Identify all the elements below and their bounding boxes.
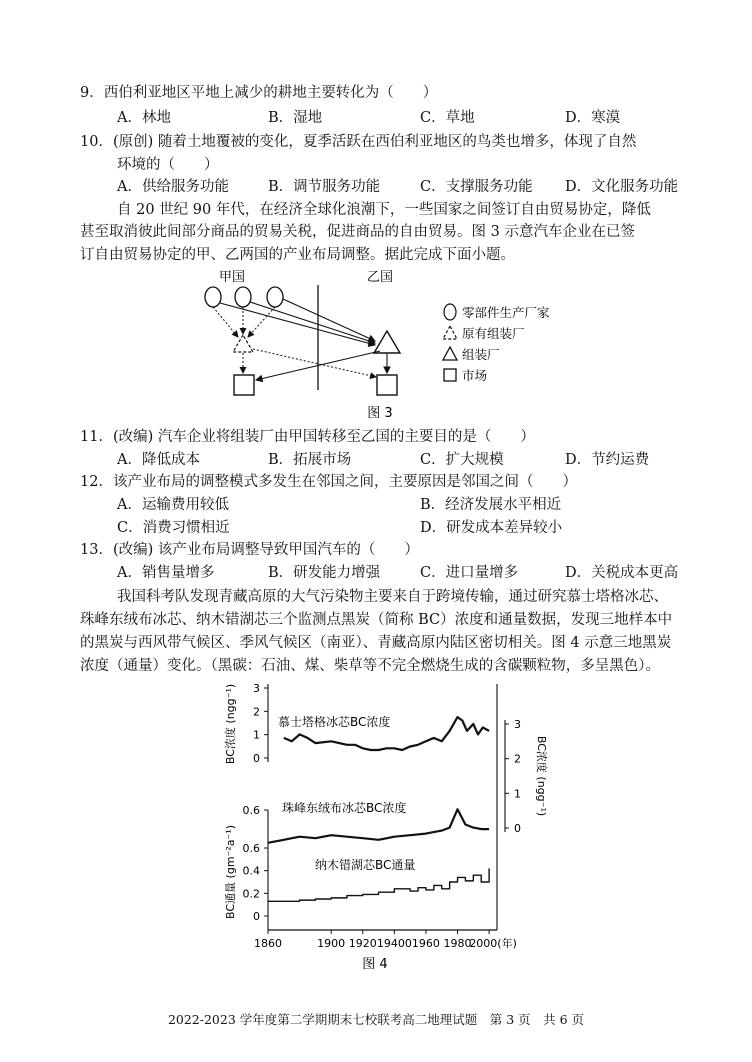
q10-option-b: B．调节服务功能 [268,179,381,195]
x-tick-label-5: 1980 [443,937,472,950]
left-bottom-axis-tick-label-3: 0.6 [242,842,260,855]
figure-4-chart [210,676,550,976]
x-tick-label-1: 1900 [317,937,346,950]
figure-3-diagram [190,265,570,425]
q13-option-b: B．研发能力增强 [268,565,381,581]
q11-option-c: C．扩大规模 [420,452,504,468]
x-tick-label-2: 1920 [348,937,377,950]
q11-option-b: B．拓展市场 [268,452,352,468]
passage2-line3: 的黑炭与西风带气候区、季风气候区（南亚）、青藏高原内陆区密切相关。图 4 示意三地黑炭 [80,635,672,651]
q12-option-c: C．消费习惯相近 [117,520,230,536]
left-mid-axis-tick-label: 0.6 [242,804,260,817]
q13-option-d: D．关税成本更高 [565,565,679,581]
legend-original-assembly-label: 原有组装厂 [462,326,525,341]
q12-option-d: D．研发成本差异较小 [420,520,563,536]
series-label-muztagh: 慕士塔格冰芯BC浓度 [278,715,391,729]
left-top-axis-tick-label-2: 2 [253,705,260,719]
left-bottom-axis-tick-label-1: 0.2 [242,887,260,901]
legend-parts-icon [444,304,456,320]
left-bottom-axis-tick-label-0: 0 [253,910,260,923]
q9-option-c: C．草地 [420,110,475,126]
passage2-line1: 我国科考队发现青藏高原的大气污染物主要来自于跨境传输，通过研究慕士塔格冰芯、 [117,589,668,605]
legend-assembly-icon [443,347,457,360]
q13-option-a: A．销售量增多 [117,565,215,581]
ylabel-right: BC浓度 (ngg⁻¹) [535,735,548,817]
left-bottom-axis-tick-label-2: 0.4 [242,864,260,878]
q11-option-d: D．节约运费 [565,452,650,468]
right-axis-tick-label-0: 0 [514,822,521,835]
q9-option-b: B．湿地 [268,110,323,126]
legend-market-label: 市场 [462,368,488,383]
series-line-2 [268,868,489,901]
left-top-axis-tick-label-3: 3 [253,682,260,695]
market-a [234,375,254,395]
q10-option-c: C．支撑服务功能 [420,179,533,195]
passage1-line3: 订自由贸易协定的甲、乙两国的产业布局调整。据此完成下面小题。 [80,247,515,263]
q13-option-c: C．进口量增多 [420,565,519,581]
parts-factory-3 [267,287,283,307]
q13-stem: 13．(改编) 该产业布局调整导致甲国汽车的（ ） [80,542,419,558]
parts-factory-1 [205,287,221,307]
q12-option-b: B．经济发展水平相近 [420,497,562,513]
q10-stem-line2: 环境的（ ） [117,157,219,173]
passage2-line4: 浓度（通量）变化。（黑碳：石油、煤、柴草等不完全燃烧生成的含碳颗粒物，多呈黑色）。 [80,658,660,674]
q10-option-a: A．供给服务功能 [117,179,229,195]
legend-parts-label: 零部件生产厂家 [462,305,550,320]
q10-stem-line1: 10．(原创) 随着土地覆被的变化，夏季活跃在西伯利亚地区的鸟类也增多，体现了自然 [80,134,637,150]
q9-stem: 9．西伯利亚地区平地上减少的耕地主要转化为（ ） [80,85,438,101]
x-tick-label-0: 1860 [254,937,282,950]
country-a-label: 甲国 [218,270,246,285]
left-top-axis-tick-label-1: 1 [253,728,260,742]
legend-assembly-label: 组装厂 [462,347,500,362]
q9-option-a: A．林地 [117,110,171,126]
legend-original-assembly-icon [443,326,457,339]
x-tick-label-3: 19400 [376,937,412,950]
country-b-label: 乙国 [366,270,394,285]
right-axis-tick-label-2: 2 [514,752,521,766]
q11-stem: 11．(改编) 汽车企业将组装厂由甲国转移至乙国的主要目的是（ ） [80,429,535,445]
market-b [377,375,397,395]
q11-option-a: A．降低成本 [117,452,200,468]
parts-factory-2 [235,287,251,307]
passage2-line2: 珠峰东绒布冰芯、纳木错湖芯三个监测点黑炭（简称 BC）浓度和通量数据，发现三地样本中 [80,612,673,628]
series-label-everest: 珠峰东绒布冰芯BC浓度 [282,801,407,815]
page-footer: 2022-2023 学年度第二学期期末七校联考高二地理试题 第 3 页 共 6 页 [167,1012,585,1027]
series-label-namco: 纳木错湖芯BC通量 [315,858,416,872]
x-tick-label-4: 1960 [411,937,440,950]
passage1-line1: 自 20 世纪 90 年代，在经济全球化浪潮下，一些国家之间签订自由贸易协定，降低 [117,202,651,218]
x-tick-label-6: 2000(年) [469,937,517,950]
assembly-plant [374,331,400,353]
legend-market-icon [444,369,456,381]
right-axis-tick-label-3: 3 [514,718,521,731]
passage1-line2: 甚至取消彼此间部分商品的贸易关税，促进商品的自由贸易。图 3 示意汽车企业在已签 [80,224,635,240]
ylabel-bottom-left: BC通量 (gm⁻²a⁻¹) [224,825,237,919]
original-assembly-plant [233,335,253,352]
q12-option-a: A．运输费用较低 [117,497,229,513]
q9-option-d: D．寒漠 [565,110,621,126]
figure-3-caption: 图 3 [367,406,393,421]
q12-stem: 12．该产业布局的调整模式多发生在邻国之间，主要原因是邻国之间（ ） [80,474,577,490]
ylabel-top-left: BC浓度 (ngg⁻¹) [224,683,237,765]
q10-option-d: D．文化服务功能 [565,179,679,195]
figure-4-caption: 图 4 [362,957,388,972]
right-axis-tick-label-1: 1 [514,787,521,801]
left-top-axis-tick-label-0: 0 [253,752,260,765]
